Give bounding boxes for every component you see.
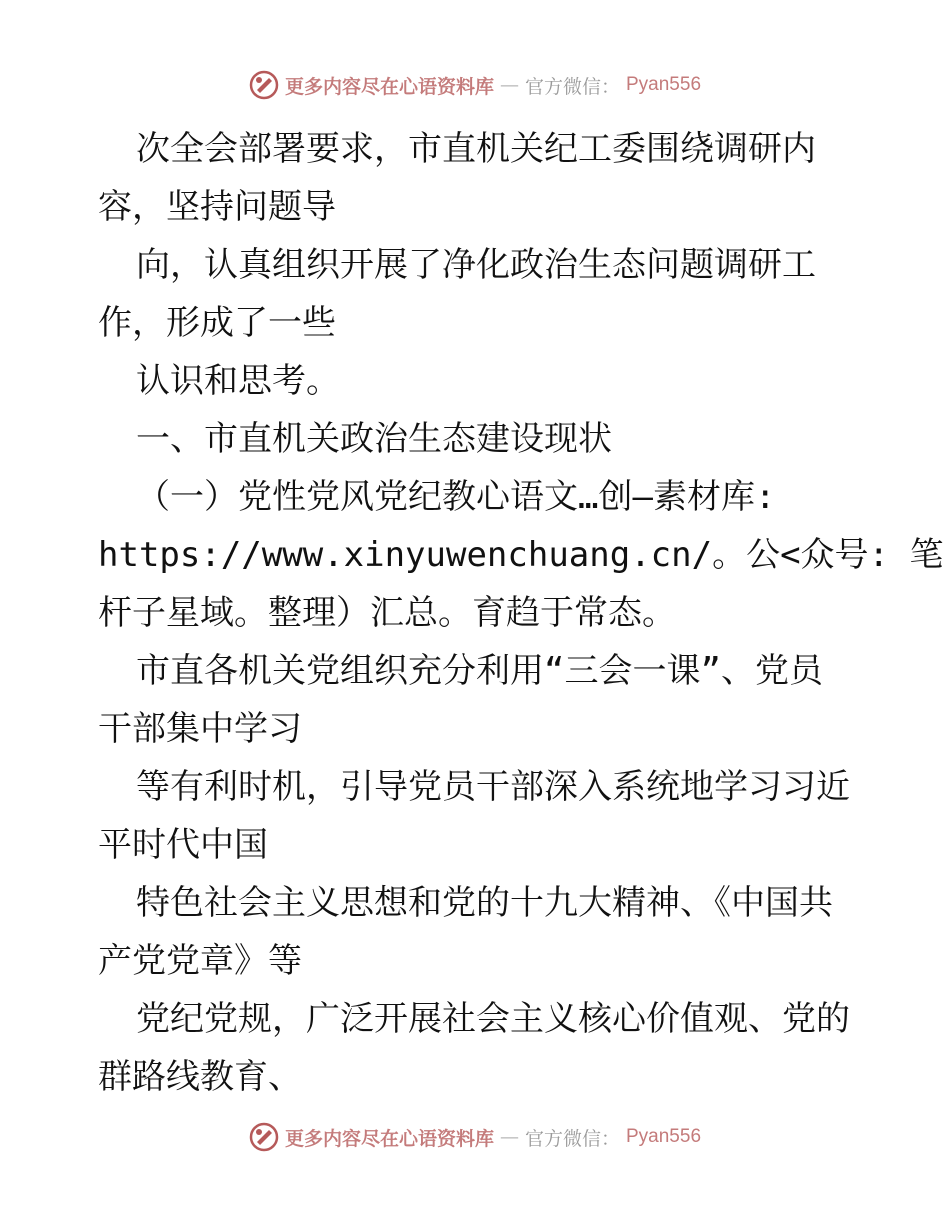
watermark-separator: —: [499, 74, 519, 96]
text-line: 向，认真组织开展了净化政治生态问题调研工: [136, 245, 816, 285]
text-line: 杆子星域。整理）汇总。育趋于常态。: [98, 593, 676, 633]
text-line: 群路线教育、: [98, 1057, 302, 1097]
watermark-wechat-id: Pyan556: [626, 1126, 702, 1147]
text-line: 一、市直机关政治生态建设现状: [136, 419, 612, 459]
watermark-main-text: 更多内容尽在心语资料库: [284, 75, 494, 98]
brand-logo-icon: [249, 70, 279, 100]
text-line: 认识和思考。: [136, 361, 340, 401]
watermark-wechat-label: 官方微信：: [524, 75, 620, 98]
footer-watermark: [0, 1122, 950, 1152]
text-line: 作，形成了一些: [98, 303, 336, 343]
text-line: 干部集中学习: [98, 709, 302, 749]
text-line: 党纪党规，广泛开展社会主义核心价值观、党的: [136, 999, 850, 1039]
watermark-separator: —: [499, 1126, 519, 1148]
text-line: 特色社会主义思想和党的十九大精神、《中国共: [136, 883, 833, 923]
text-line: 容，坚持问题导: [98, 187, 336, 227]
text-line: 次全会部署要求，市直机关纪工委围绕调研内: [136, 129, 816, 169]
header-watermark: [0, 70, 950, 100]
text-line: https://www.xinyuwenchuang.cn/。公<众号: 笔: [98, 535, 944, 575]
watermark-main-text: 更多内容尽在心语资料库: [284, 1127, 494, 1150]
text-line: （一）党性党风党纪教心语文…创—素材库:: [136, 477, 776, 517]
text-line: 市直各机关党组织充分利用“三会一课”、党员: [136, 651, 823, 691]
text-line: 产党党章》等: [98, 941, 302, 981]
brand-logo-icon: [249, 1122, 279, 1152]
document-body: [98, 120, 944, 1106]
text-line: 等有利时机，引导党员干部深入系统地学习习近: [136, 767, 850, 807]
text-line: 平时代中国: [98, 825, 268, 865]
watermark-wechat-label: 官方微信：: [524, 1127, 620, 1150]
watermark-wechat-id: Pyan556: [626, 74, 702, 95]
